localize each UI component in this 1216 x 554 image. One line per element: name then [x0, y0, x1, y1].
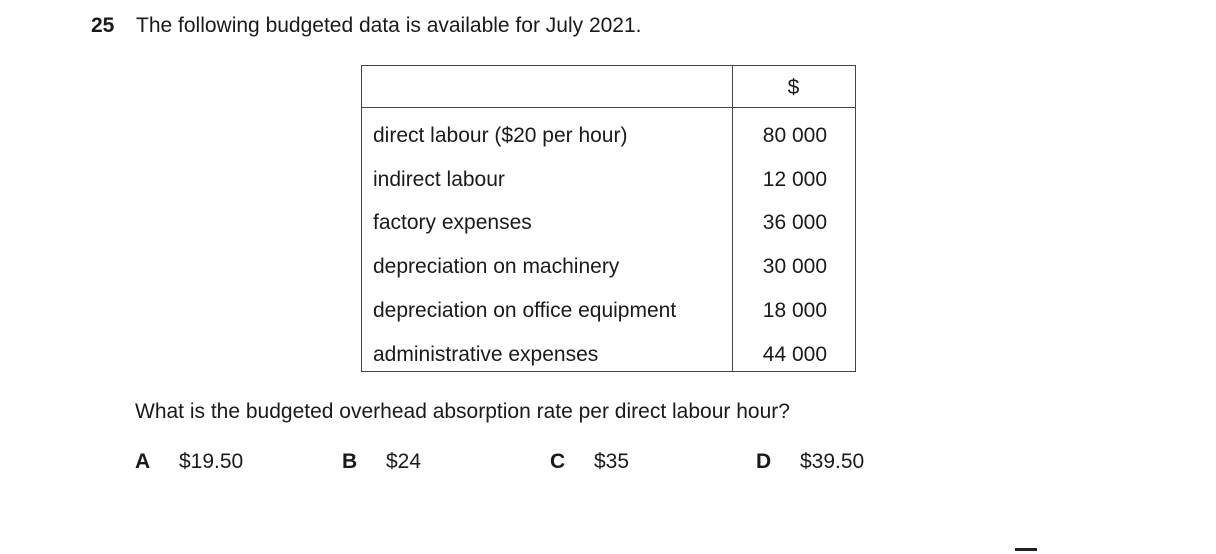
option-d-letter: D	[756, 450, 772, 473]
page-edge-mark	[1015, 548, 1037, 551]
option-a[interactable]	[135, 450, 243, 474]
row-value-depreciation-machinery: 30 000	[762, 255, 827, 278]
option-b-letter: B	[342, 450, 358, 473]
row-value-depreciation-office: 18 000	[762, 299, 827, 322]
row-label-depreciation-office: depreciation on office equipment	[373, 299, 677, 322]
row-label-direct-labour: direct labour ($20 per hour)	[373, 124, 628, 147]
column-divider	[732, 66, 733, 371]
option-b-text: $24	[386, 450, 422, 473]
option-c[interactable]	[550, 450, 629, 474]
row-value-indirect-labour: 12 000	[762, 168, 827, 191]
question-intro: The following budgeted data is available for July 2021.	[136, 14, 642, 37]
row-label-depreciation-machinery: depreciation on machinery	[373, 255, 620, 278]
currency-header: $	[787, 76, 800, 99]
option-d[interactable]	[756, 450, 864, 474]
row-label-administrative: administrative expenses	[373, 343, 599, 366]
option-d-text: $39.50	[800, 450, 865, 473]
option-a-letter: A	[135, 450, 151, 473]
row-value-direct-labour: 80 000	[762, 124, 827, 147]
question-text: What is the budgeted overhead absorption rate per direct labour hour?	[135, 400, 790, 423]
row-value-factory-expenses: 36 000	[762, 211, 827, 234]
header-divider	[362, 107, 855, 108]
row-value-administrative: 44 000	[762, 343, 827, 366]
option-c-letter: C	[550, 450, 566, 473]
row-label-factory-expenses: factory expenses	[373, 211, 532, 234]
option-b[interactable]	[342, 450, 421, 474]
row-label-indirect-labour: indirect labour	[373, 168, 505, 191]
option-c-text: $35	[594, 450, 630, 473]
question-number: 25	[91, 14, 115, 37]
option-a-text: $19.50	[179, 450, 244, 473]
budget-table	[361, 65, 856, 372]
